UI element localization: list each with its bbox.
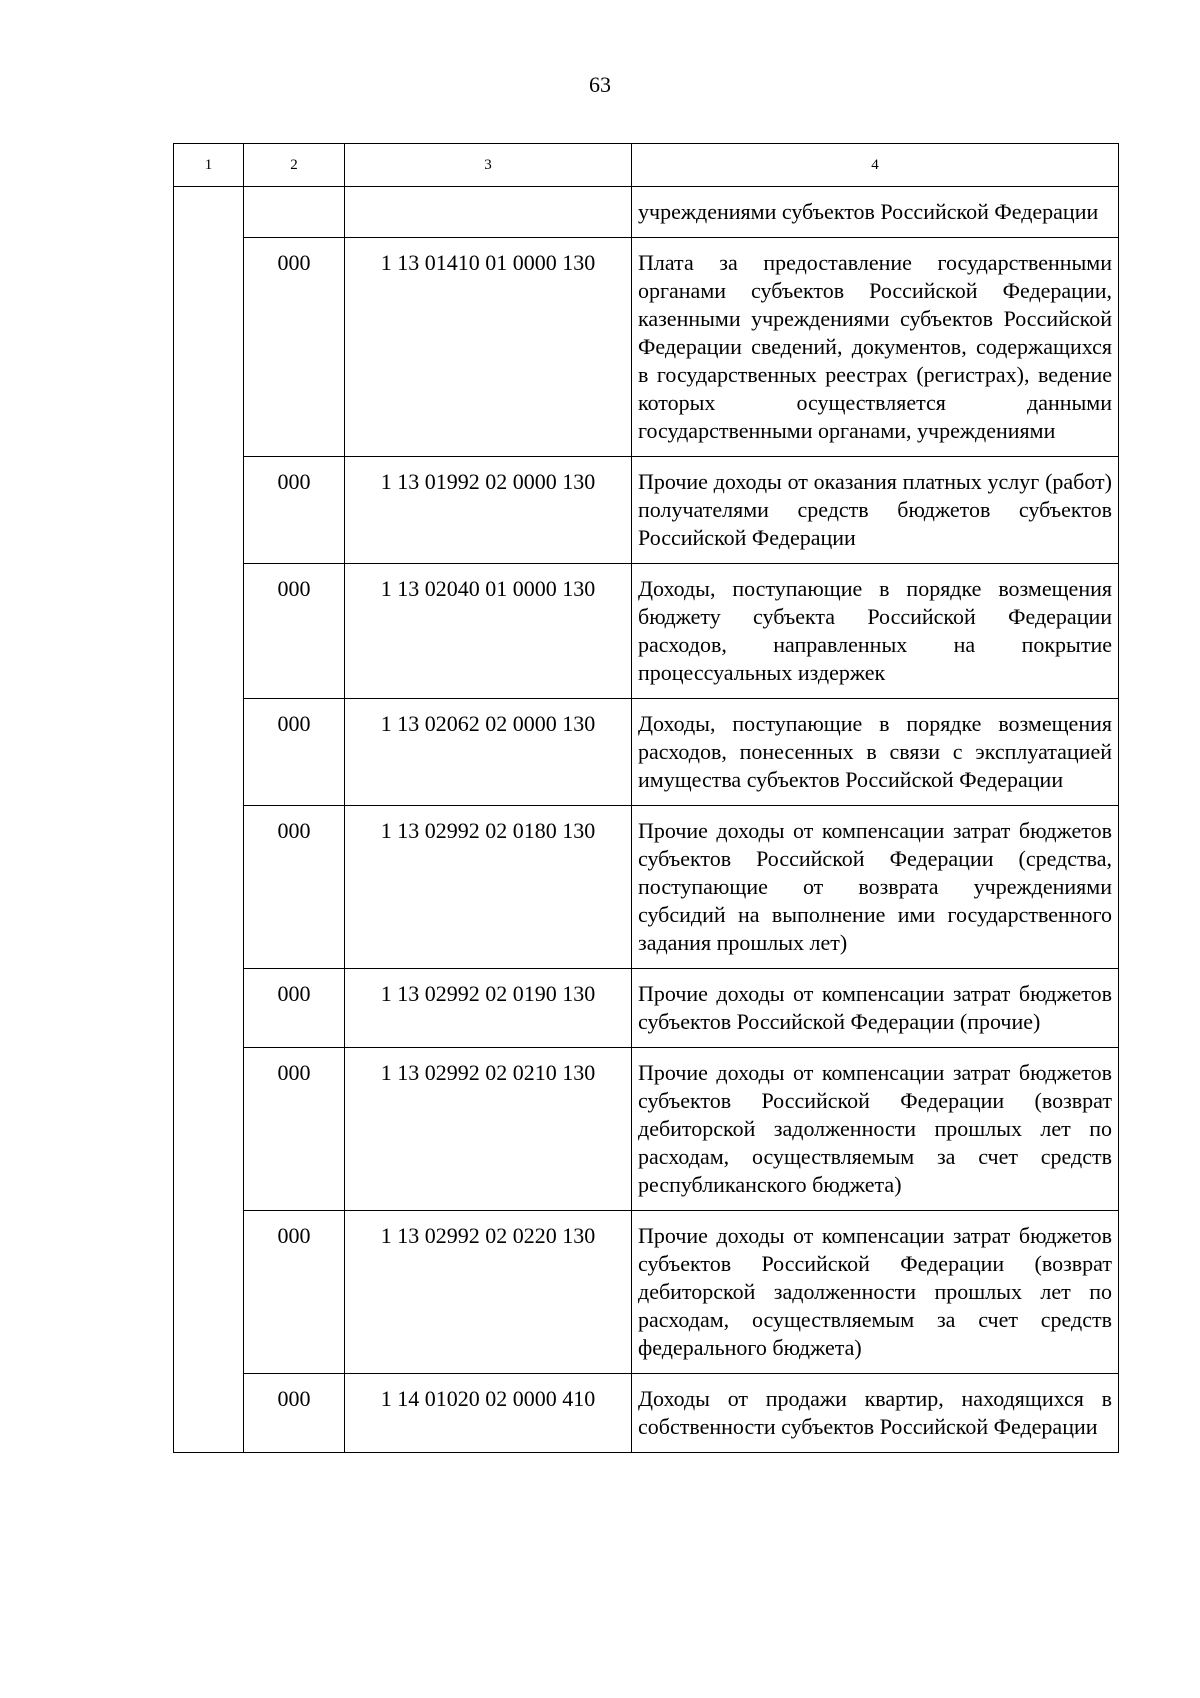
description-cell: Прочие доходы от компенсации затрат бюджетов субъектов Российской Федерации (средства, поступающие от возврата учреждениями субсидий на выполнение ими государственного задания прошлых лет) bbox=[632, 806, 1119, 969]
revenue-code-cell: 1 13 02992 02 0190 130 bbox=[345, 969, 632, 1048]
admin-code-cell: 000 bbox=[244, 969, 345, 1048]
revenue-code-cell: 1 13 02992 02 0220 130 bbox=[345, 1211, 632, 1374]
admin-code-cell: 000 bbox=[244, 238, 345, 457]
revenue-code-cell: 1 13 02040 01 0000 130 bbox=[345, 564, 632, 699]
revenue-code-cell bbox=[345, 187, 632, 238]
revenue-code-cell: 1 14 01020 02 0000 410 bbox=[345, 1374, 632, 1453]
column-header-1: 1 bbox=[174, 144, 244, 187]
table-row bbox=[174, 564, 1119, 699]
table-row bbox=[174, 457, 1119, 564]
description-cell: Прочие доходы от компенсации затрат бюджетов субъектов Российской Федерации (возврат дебиторской задолженности прошлых лет по расходам, осуществляемым за счет средств республиканского бюджета) bbox=[632, 1048, 1119, 1211]
table-row bbox=[174, 187, 1119, 238]
column-header-4: 4 bbox=[632, 144, 1119, 187]
admin-code-cell: 000 bbox=[244, 1048, 345, 1211]
column-1-merged-cell bbox=[174, 187, 244, 1453]
admin-code-cell: 000 bbox=[244, 699, 345, 806]
table-row bbox=[174, 699, 1119, 806]
revenue-code-cell: 1 13 02992 02 0210 130 bbox=[345, 1048, 632, 1211]
description-cell: Плата за предоставление государственными органами субъектов Российской Федерации, казенными учреждениями субъектов Российской Федерации сведений, документов, содержащихся в государственных реестрах (регистрах), ведение которых осуществляется данными государственными органами, учреждениями bbox=[632, 238, 1119, 457]
admin-code-cell: 000 bbox=[244, 806, 345, 969]
admin-code-cell: 000 bbox=[244, 564, 345, 699]
table-row bbox=[174, 1048, 1119, 1211]
admin-code-cell: 000 bbox=[244, 457, 345, 564]
admin-code-cell: 000 bbox=[244, 1211, 345, 1374]
description-cell: Прочие доходы от компенсации затрат бюджетов субъектов Российской Федерации (возврат дебиторской задолженности прошлых лет по расходам, осуществляемым за счет средств федерального бюджета) bbox=[632, 1211, 1119, 1374]
revenue-code-cell: 1 13 02992 02 0180 130 bbox=[345, 806, 632, 969]
revenue-code-cell: 1 13 02062 02 0000 130 bbox=[345, 699, 632, 806]
description-cell: Доходы, поступающие в порядке возмещения расходов, понесенных в связи с эксплуатацией имущества субъектов Российской Федерации bbox=[632, 699, 1119, 806]
column-header-2: 2 bbox=[244, 144, 345, 187]
column-header-3: 3 bbox=[345, 144, 632, 187]
description-cell: Прочие доходы от оказания платных услуг (работ) получателями средств бюджетов субъектов Российской Федерации bbox=[632, 457, 1119, 564]
table-header-row bbox=[174, 144, 1119, 187]
table-row bbox=[174, 238, 1119, 457]
table-row bbox=[174, 1374, 1119, 1453]
admin-code-cell: 000 bbox=[244, 1374, 345, 1453]
description-cell: Доходы, поступающие в порядке возмещения бюджету субъекта Российской Федерации расходов, направленных на покрытие процессуальных издержек bbox=[632, 564, 1119, 699]
table-row bbox=[174, 806, 1119, 969]
revenue-code-cell: 1 13 01410 01 0000 130 bbox=[345, 238, 632, 457]
admin-code-cell bbox=[244, 187, 345, 238]
revenue-codes-table bbox=[173, 143, 1119, 1453]
revenue-code-cell: 1 13 01992 02 0000 130 bbox=[345, 457, 632, 564]
page-number: 63 bbox=[589, 72, 611, 97]
description-cell: учреждениями субъектов Российской Федерации bbox=[632, 187, 1119, 238]
table-row bbox=[174, 969, 1119, 1048]
description-cell: Доходы от продажи квартир, находящихся в собственности субъектов Российской Федерации bbox=[632, 1374, 1119, 1453]
table-row bbox=[174, 1211, 1119, 1374]
description-cell: Прочие доходы от компенсации затрат бюджетов субъектов Российской Федерации (прочие) bbox=[632, 969, 1119, 1048]
